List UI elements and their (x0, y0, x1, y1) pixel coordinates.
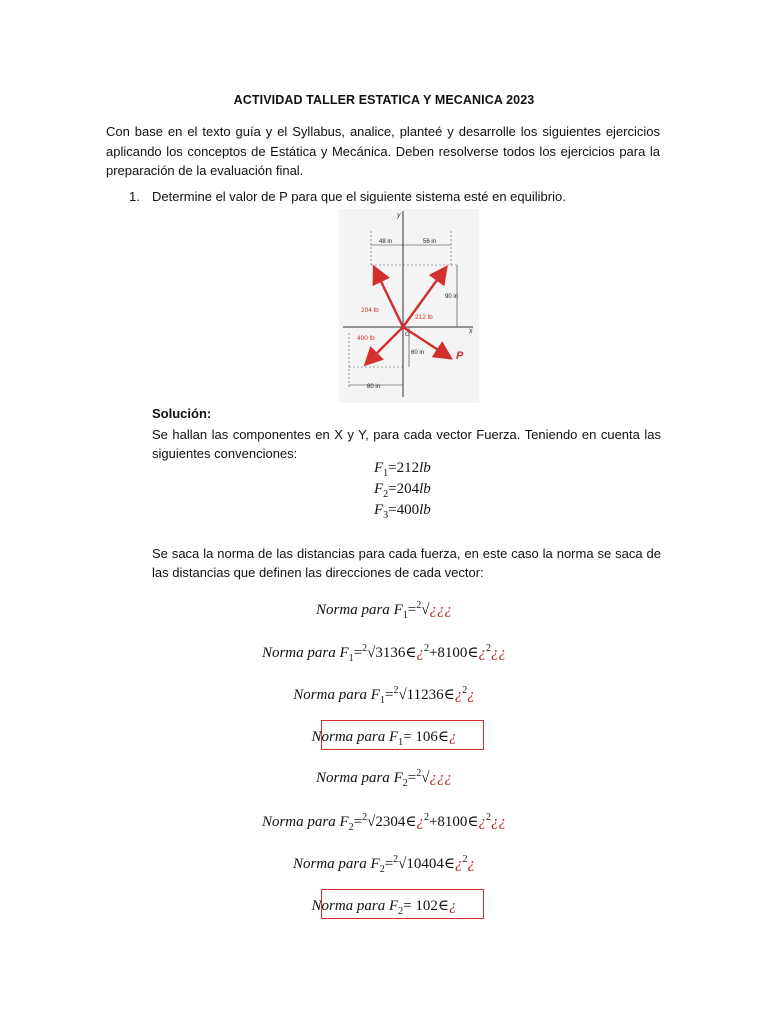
dim-56: 56 in (423, 239, 437, 245)
norm-explanation: Se saca la norma de las distancias para cada fuerza, en este caso la norma se saca de las distancias que definen las direcciones de cada vector: (152, 546, 661, 580)
equation-norm-f2-sum: Norma para $F_2=^2√10404\in¿^2¿$ (293, 854, 475, 875)
intro-paragraph: Con base en el texto guía y el Syllabus, analice, planteé y desarrolle los siguientes ejercicios aplicando los conceptos de Estática y Mecánica. Deben resolverse todos los ejercicios para la preparación de la evaluación final. (106, 124, 660, 178)
equation-norm-f1-expanded: Norma para $F_1=^2√3136\in¿^2+8100\in¿^2¿¿$ (261, 643, 507, 664)
equation-norm-f1-setup: Norma para $F_1=^2√¿¿¿$ (316, 600, 452, 621)
origin-label: O (405, 332, 410, 338)
document-title: ACTIVIDAD TALLER ESTATICA Y MECANICA 2023 (233, 93, 535, 107)
dim-48: 48 in (379, 239, 393, 245)
force-p-label: P (456, 350, 464, 362)
x-axis-label: x (469, 328, 473, 335)
figure-background (339, 209, 479, 403)
force-204-label: 204 lb (361, 307, 379, 314)
dim-90: 90 in (445, 294, 459, 300)
equation-norm-f2-setup: Norma para $F_2=^2√¿¿¿$ (316, 768, 452, 789)
equation-norm-f1-sum: Norma para $F_1=^2√11236\in¿^2¿$ (293, 685, 475, 706)
dim-60: 60 in (411, 350, 425, 356)
equation-norm-f1-result: Norma para $F_1=$ 106∈¿ (311, 729, 457, 748)
force-diagram (339, 209, 479, 403)
equation-norm-f2-result: Norma para $F_2=$ 102∈¿ (311, 898, 457, 917)
dim-80: 80 in (367, 384, 381, 390)
exercise-1 (129, 189, 566, 204)
equation-norm-f2-expanded: Norma para $F_2=^2√2304\in¿^2+8100\in¿^2¿¿$ (261, 812, 507, 833)
force-f2-definition: $F_2=204lb$ (374, 481, 431, 500)
y-axis-label: y (397, 212, 401, 219)
solution-text: Se hallan las componentes en X y Y, para cada vector Fuerza. Teniendo en cuenta las siguientes convenciones: (152, 427, 661, 461)
exercise-number: 1. (129, 189, 140, 204)
force-f3-definition: $F_3=400lb$ (374, 502, 431, 521)
force-f1-definition: $F_1=212lb$ (374, 460, 431, 479)
force-400-label: 400 lb (357, 335, 375, 342)
exercise-text: Determine el valor de P para que el siguiente sistema esté en equilibrio. (152, 189, 566, 204)
solution-label: Solución: (152, 406, 212, 421)
force-212-label: 212 lb (415, 314, 433, 321)
